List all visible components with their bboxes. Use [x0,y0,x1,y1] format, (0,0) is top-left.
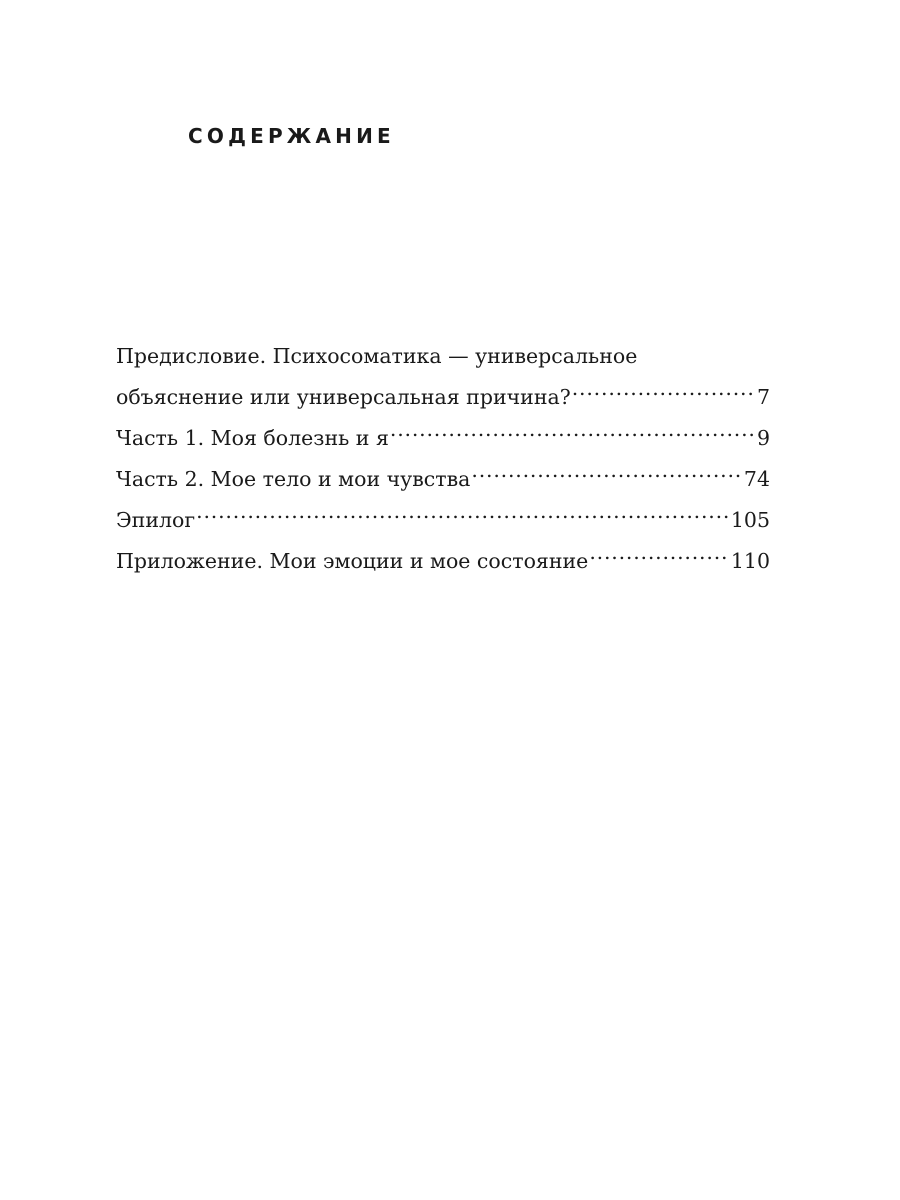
toc-entry-title: Часть 1. Моя болезнь и я [116,426,389,450]
toc-entry-appendix [116,537,770,578]
toc-entry-page-number: 105 [730,508,770,532]
table-of-contents [116,341,770,578]
dot-leader [471,455,742,487]
dot-leader [589,537,729,569]
toc-entry-page-number: 74 [743,467,770,491]
toc-entry-title-line-1: Предисловие. Психосоматика — универсальное [116,344,638,368]
toc-entry-page-number: 9 [756,426,770,450]
toc-entry-page-number: 7 [756,385,770,409]
toc-entry-line [116,537,770,578]
toc-entry-part-2 [116,455,770,496]
toc-entry-title-line-2: объяснение или универсальная причина? [116,385,571,409]
toc-entry-title: Часть 2. Мое тело и мои чувства [116,467,471,491]
toc-entry-line [116,455,770,496]
toc-entry-title: Приложение. Мои эмоции и мое состояние [116,549,589,573]
toc-entry-line [116,373,770,414]
dot-leader [390,414,755,446]
toc-entry-line [116,414,770,455]
contents-heading: СОДЕРЖАНИЕ [188,124,395,148]
toc-entry-title: Эпилог [116,508,196,532]
dot-leader [196,496,729,528]
toc-entry-line [116,496,770,537]
toc-entry-page-number: 110 [730,549,770,573]
toc-entry-part-1 [116,414,770,455]
toc-entry-preface [116,341,770,414]
toc-entry-epilogue [116,496,770,537]
dot-leader [572,373,755,405]
